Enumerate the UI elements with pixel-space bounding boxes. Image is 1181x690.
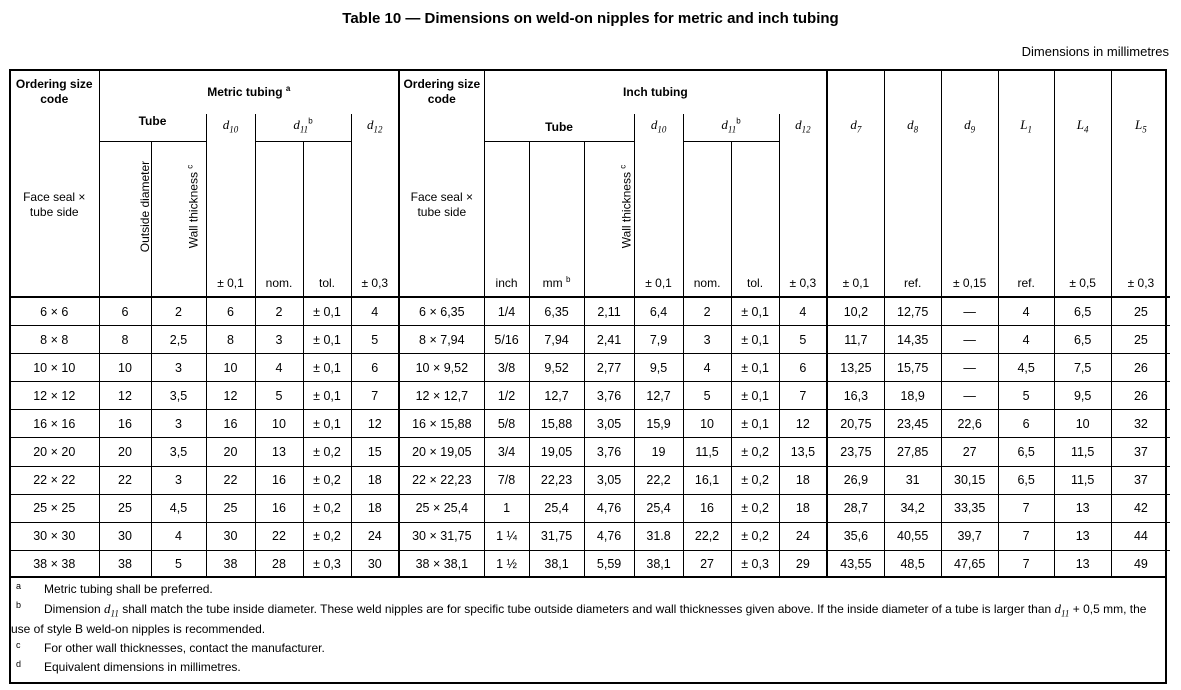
cell-d12-inch: 24	[779, 522, 827, 550]
cell-wall-thickness-metric: 2,5	[151, 326, 206, 354]
cell-d10-metric: 12	[206, 382, 255, 410]
note-a	[11, 582, 1166, 597]
cell-d11-tol-inch: ± 0,1	[731, 326, 779, 354]
header-nom-inch: nom.	[683, 271, 731, 297]
cell-L5: 26	[1111, 382, 1170, 410]
table-row	[10, 438, 1170, 466]
cell-d11-nom-inch: 3	[683, 326, 731, 354]
cell-d9: 47,65	[941, 550, 998, 578]
cell-outside-diameter: 10	[99, 354, 151, 382]
cell-d9: 30,15	[941, 466, 998, 494]
cell-L5: 37	[1111, 438, 1170, 466]
cell-d11-tol-metric: ± 0,2	[303, 466, 351, 494]
cell-d9: —	[941, 297, 998, 326]
cell-d11-nom-inch: 5	[683, 382, 731, 410]
cell-tube-mm: 22,23	[529, 466, 584, 494]
cell-d12-metric: 24	[351, 522, 399, 550]
cell-size-code-inch: 38 × 38,1	[399, 550, 484, 578]
cell-outside-diameter: 12	[99, 382, 151, 410]
cell-wall-thickness-inch: 2,41	[584, 326, 634, 354]
cell-wall-thickness-inch: 3,76	[584, 438, 634, 466]
header-inch-tubing: Inch tubing	[484, 70, 827, 114]
cell-d12-metric: 18	[351, 494, 399, 522]
cell-L5: 44	[1111, 522, 1170, 550]
cell-size-code-metric: 25 × 25	[10, 494, 99, 522]
cell-tube-inch: 1 ½	[484, 550, 529, 578]
header-L1: $L_1$	[998, 114, 1054, 141]
header-L4: $L_4$	[1054, 114, 1111, 141]
cell-d11-tol-inch: ± 0,1	[731, 410, 779, 438]
header-nom-metric: nom.	[255, 271, 303, 297]
cell-wall-thickness-inch: 2,11	[584, 297, 634, 326]
cell-d8: 27,85	[884, 438, 941, 466]
cell-d12-inch: 13,5	[779, 438, 827, 466]
cell-outside-diameter: 22	[99, 466, 151, 494]
note-b: b Dimension $d_{11}$ shall match the tube inside diameter. These weld nipples are for specific tube outside diameters and wall thicknesses given above. If the inside diameter of a tube is larger than $d_{11} + 0,5$ mm, the use of style B weld-on nipples is recommended.	[11, 600, 1147, 636]
cell-d11-nom-metric: 4	[255, 354, 303, 382]
cell-size-code-inch: 6 × 6,35	[399, 297, 484, 326]
cell-d11-nom-metric: 28	[255, 550, 303, 578]
cell-L4: 7,5	[1054, 354, 1111, 382]
cell-d12-metric: 12	[351, 410, 399, 438]
header-d10-inch: $d_{10}$	[634, 114, 683, 141]
cell-tube-mm: 7,94	[529, 326, 584, 354]
table-notes	[11, 576, 1166, 679]
header-d7: $d_7$	[827, 114, 884, 141]
note-d-text: Equivalent dimensions in millimetres.	[44, 659, 241, 674]
cell-d11-nom-inch: 2	[683, 297, 731, 326]
cell-d10-inch: 22,2	[634, 466, 683, 494]
header-wall-thickness-metric-cell	[151, 141, 206, 271]
cell-tube-inch: 5/16	[484, 326, 529, 354]
cell-d9: —	[941, 326, 998, 354]
header-wall-thickness-inch-cell	[584, 141, 634, 271]
note-c-marker: c	[16, 639, 21, 650]
cell-tube-inch: 7/8	[484, 466, 529, 494]
cell-wall-thickness-inch: 3,05	[584, 410, 634, 438]
header-inch-unit: inch	[484, 271, 529, 297]
cell-d12-metric: 18	[351, 466, 399, 494]
note-d-marker: d	[16, 658, 22, 669]
header-d12-metric: $d_{12}$	[351, 114, 399, 141]
cell-L5: 49	[1111, 550, 1170, 578]
header-tol-d7: ± 0,1	[827, 271, 884, 297]
cell-d9: —	[941, 354, 998, 382]
cell-L4: 13	[1054, 550, 1111, 578]
cell-d11-nom-inch: 4	[683, 354, 731, 382]
cell-d10-metric: 16	[206, 410, 255, 438]
header-tol-d12-inch: ± 0,3	[779, 271, 827, 297]
cell-L1: 5	[998, 382, 1054, 410]
table-row	[10, 466, 1170, 494]
cell-tube-inch: 1/4	[484, 297, 529, 326]
cell-d10-inch: 7,9	[634, 326, 683, 354]
cell-tube-inch: 1/2	[484, 382, 529, 410]
cell-d12-inch: 7	[779, 382, 827, 410]
cell-size-code-inch: 22 × 22,23	[399, 466, 484, 494]
units-note: Dimensions in millimetres	[1021, 44, 1169, 59]
cell-d9: —	[941, 382, 998, 410]
cell-d12-inch: 18	[779, 466, 827, 494]
note-a-marker: a	[16, 581, 22, 591]
cell-d8: 23,45	[884, 410, 941, 438]
cell-size-code-metric: 10 × 10	[10, 354, 99, 382]
cell-wall-thickness-metric: 2	[151, 297, 206, 326]
cell-outside-diameter: 8	[99, 326, 151, 354]
cell-outside-diameter: 16	[99, 410, 151, 438]
cell-size-code-metric: 12 × 12	[10, 382, 99, 410]
cell-L5: 26	[1111, 354, 1170, 382]
cell-d12-inch: 18	[779, 494, 827, 522]
cell-d11-tol-inch: ± 0,3	[731, 550, 779, 578]
header-d10-metric: $d_{10}$	[206, 114, 255, 141]
header-ref-L1: ref.	[998, 271, 1054, 297]
cell-size-code-metric: 8 × 8	[10, 326, 99, 354]
cell-d12-inch: 12	[779, 410, 827, 438]
cell-outside-diameter: 38	[99, 550, 151, 578]
header-tube-metric: Tube	[99, 114, 206, 141]
cell-d10-metric: 10	[206, 354, 255, 382]
cell-d12-metric: 6	[351, 354, 399, 382]
cell-d8: 48,5	[884, 550, 941, 578]
table-row	[10, 522, 1170, 550]
cell-d11-tol-metric: ± 0,1	[303, 326, 351, 354]
cell-L4: 11,5	[1054, 466, 1111, 494]
cell-L4: 13	[1054, 522, 1111, 550]
table-row	[10, 354, 1170, 382]
cell-outside-diameter: 6	[99, 297, 151, 326]
cell-tube-inch: 1 ¼	[484, 522, 529, 550]
cell-L4: 9,5	[1054, 382, 1111, 410]
header-tol-metric: tol.	[303, 271, 351, 297]
cell-d11-nom-metric: 5	[255, 382, 303, 410]
cell-d7: 23,75	[827, 438, 884, 466]
cell-d10-metric: 20	[206, 438, 255, 466]
cell-L4: 13	[1054, 494, 1111, 522]
cell-L4: 6,5	[1054, 297, 1111, 326]
cell-wall-thickness-inch: 2,77	[584, 354, 634, 382]
cell-d8: 15,75	[884, 354, 941, 382]
cell-outside-diameter: 20	[99, 438, 151, 466]
header-d11-inch: $d_{11}^b$	[683, 114, 779, 141]
cell-d11-tol-inch: ± 0,2	[731, 466, 779, 494]
cell-d10-inch: 31.8	[634, 522, 683, 550]
cell-d11-tol-inch: ± 0,1	[731, 297, 779, 326]
header-tube-inch: Tube	[484, 114, 634, 141]
cell-size-code-metric: 30 × 30	[10, 522, 99, 550]
cell-d7: 43,55	[827, 550, 884, 578]
note-a-text: Metric tubing shall be preferred.	[44, 582, 213, 596]
cell-d11-nom-metric: 16	[255, 494, 303, 522]
cell-size-code-inch: 30 × 31,75	[399, 522, 484, 550]
table-row	[10, 382, 1170, 410]
cell-size-code-inch: 25 × 25,4	[399, 494, 484, 522]
header-tol-d10-inch: ± 0,1	[634, 271, 683, 297]
cell-d8: 31	[884, 466, 941, 494]
cell-d12-metric: 4	[351, 297, 399, 326]
header-ref-d8: ref.	[884, 271, 941, 297]
cell-tube-mm: 38,1	[529, 550, 584, 578]
cell-wall-thickness-metric: 3	[151, 410, 206, 438]
cell-d9: 33,35	[941, 494, 998, 522]
cell-d7: 28,7	[827, 494, 884, 522]
cell-L5: 42	[1111, 494, 1170, 522]
cell-size-code-inch: 12 × 12,7	[399, 382, 484, 410]
cell-d12-inch: 29	[779, 550, 827, 578]
table-header	[10, 70, 1170, 297]
cell-size-code-inch: 20 × 19,05	[399, 438, 484, 466]
cell-d7: 10,2	[827, 297, 884, 326]
cell-L1: 7	[998, 550, 1054, 578]
cell-d11-tol-metric: ± 0,2	[303, 494, 351, 522]
cell-d9: 22,6	[941, 410, 998, 438]
cell-d10-inch: 15,9	[634, 410, 683, 438]
cell-d7: 13,25	[827, 354, 884, 382]
cell-d11-tol-metric: ± 0,1	[303, 297, 351, 326]
cell-L1: 4	[998, 326, 1054, 354]
cell-size-code-inch: 16 × 15,88	[399, 410, 484, 438]
header-tol-d9: ± 0,15	[941, 271, 998, 297]
cell-d11-tol-metric: ± 0,1	[303, 382, 351, 410]
header-d12-inch: $d_{12}$	[779, 114, 827, 141]
cell-tube-inch: 3/4	[484, 438, 529, 466]
cell-L4: 10	[1054, 410, 1111, 438]
cell-size-code-inch: 8 × 7,94	[399, 326, 484, 354]
cell-d11-nom-inch: 22,2	[683, 522, 731, 550]
cell-tube-mm: 6,35	[529, 297, 584, 326]
header-tol-L5: ± 0,3	[1111, 271, 1170, 297]
header-tol-inch: tol.	[731, 271, 779, 297]
cell-wall-thickness-inch: 3,76	[584, 382, 634, 410]
table-body	[10, 297, 1170, 578]
header-wall-thickness-metric: Wall thickness $^c$	[184, 164, 200, 249]
cell-wall-thickness-inch: 3,05	[584, 466, 634, 494]
cell-size-code-metric: 22 × 22	[10, 466, 99, 494]
cell-L4: 6,5	[1054, 326, 1111, 354]
cell-L1: 6,5	[998, 438, 1054, 466]
cell-d11-nom-inch: 16	[683, 494, 731, 522]
cell-d11-nom-metric: 2	[255, 297, 303, 326]
cell-d8: 18,9	[884, 382, 941, 410]
cell-d11-nom-inch: 27	[683, 550, 731, 578]
cell-d11-nom-metric: 16	[255, 466, 303, 494]
cell-wall-thickness-metric: 3,5	[151, 438, 206, 466]
table-row	[10, 297, 1170, 326]
cell-d8: 12,75	[884, 297, 941, 326]
cell-tube-mm: 12,7	[529, 382, 584, 410]
cell-d9: 27	[941, 438, 998, 466]
cell-outside-diameter: 25	[99, 494, 151, 522]
cell-d11-tol-metric: ± 0,1	[303, 410, 351, 438]
cell-d10-metric: 22	[206, 466, 255, 494]
cell-d11-nom-metric: 22	[255, 522, 303, 550]
cell-tube-mm: 9,52	[529, 354, 584, 382]
cell-d12-inch: 4	[779, 297, 827, 326]
cell-d11-nom-metric: 13	[255, 438, 303, 466]
header-ordering-size-code-inch: Ordering size code	[399, 70, 484, 114]
cell-wall-thickness-metric: 4	[151, 522, 206, 550]
header-tol-d12-metric: ± 0,3	[351, 271, 399, 297]
cell-size-code-metric: 38 × 38	[10, 550, 99, 578]
table-row	[10, 326, 1170, 354]
cell-d12-metric: 15	[351, 438, 399, 466]
cell-tube-mm: 31,75	[529, 522, 584, 550]
cell-d10-metric: 30	[206, 522, 255, 550]
cell-wall-thickness-inch: 5,59	[584, 550, 634, 578]
cell-d7: 11,7	[827, 326, 884, 354]
cell-d9: 39,7	[941, 522, 998, 550]
cell-d11-tol-inch: ± 0,2	[731, 522, 779, 550]
cell-tube-inch: 5/8	[484, 410, 529, 438]
cell-tube-mm: 19,05	[529, 438, 584, 466]
cell-d7: 20,75	[827, 410, 884, 438]
table-row	[10, 410, 1170, 438]
header-tol-d10-metric: ± 0,1	[206, 271, 255, 297]
cell-d7: 16,3	[827, 382, 884, 410]
note-d	[11, 660, 1166, 675]
header-face-seal-tube-side-inch: Face seal × tube side	[399, 114, 484, 297]
cell-L1: 4	[998, 297, 1054, 326]
cell-L5: 32	[1111, 410, 1170, 438]
cell-d11-tol-inch: ± 0,1	[731, 354, 779, 382]
cell-L1: 7	[998, 522, 1054, 550]
header-outside-diameter: Outside diameter	[137, 160, 152, 252]
cell-d10-inch: 9,5	[634, 354, 683, 382]
cell-wall-thickness-inch: 4,76	[584, 522, 634, 550]
cell-d12-metric: 30	[351, 550, 399, 578]
cell-wall-thickness-metric: 3	[151, 354, 206, 382]
cell-d10-metric: 8	[206, 326, 255, 354]
cell-d10-inch: 38,1	[634, 550, 683, 578]
cell-d12-inch: 5	[779, 326, 827, 354]
table-row	[10, 550, 1170, 578]
cell-wall-thickness-inch: 4,76	[584, 494, 634, 522]
cell-d11-nom-metric: 3	[255, 326, 303, 354]
cell-L1: 6	[998, 410, 1054, 438]
cell-tube-inch: 3/8	[484, 354, 529, 382]
cell-d10-inch: 12,7	[634, 382, 683, 410]
header-d11-metric: $d_{11}^b$	[255, 114, 351, 141]
cell-d10-inch: 6,4	[634, 297, 683, 326]
cell-tube-mm: 25,4	[529, 494, 584, 522]
header-wall-thickness-inch: Wall thickness $^c$	[617, 164, 633, 249]
cell-d10-metric: 25	[206, 494, 255, 522]
cell-d11-nom-metric: 10	[255, 410, 303, 438]
cell-L1: 4,5	[998, 354, 1054, 382]
header-metric-tubing: Metric tubing $^a$	[99, 70, 399, 114]
header-ordering-size-code-metric: Ordering size code	[15, 77, 93, 106]
header-outside-diameter-cell	[99, 141, 151, 271]
cell-d7: 26,9	[827, 466, 884, 494]
header-d9: $d_9$	[941, 114, 998, 141]
cell-d11-tol-inch: ± 0,2	[731, 494, 779, 522]
cell-wall-thickness-metric: 4,5	[151, 494, 206, 522]
cell-wall-thickness-metric: 5	[151, 550, 206, 578]
cell-size-code-metric: 16 × 16	[10, 410, 99, 438]
cell-tube-mm: 15,88	[529, 410, 584, 438]
table-title: Table 10 — Dimensions on weld-on nipples for metric and inch tubing	[342, 10, 839, 27]
cell-size-code-metric: 6 × 6	[10, 297, 99, 326]
cell-d11-tol-inch: ± 0,2	[731, 438, 779, 466]
cell-d8: 40,55	[884, 522, 941, 550]
note-c	[11, 641, 1166, 656]
cell-L4: 11,5	[1054, 438, 1111, 466]
dimensions-table	[10, 70, 1170, 578]
cell-size-code-inch: 10 × 9,52	[399, 354, 484, 382]
cell-d11-tol-metric: ± 0,2	[303, 522, 351, 550]
cell-wall-thickness-metric: 3,5	[151, 382, 206, 410]
cell-d11-tol-inch: ± 0,1	[731, 382, 779, 410]
cell-d10-inch: 25,4	[634, 494, 683, 522]
cell-L5: 37	[1111, 466, 1170, 494]
cell-wall-thickness-metric: 3	[151, 466, 206, 494]
cell-d11-nom-inch: 10	[683, 410, 731, 438]
header-L5: $L_5$	[1111, 114, 1170, 141]
header-mm-unit: mm $^b$	[529, 271, 584, 297]
cell-L1: 6,5	[998, 466, 1054, 494]
cell-size-code-metric: 20 × 20	[10, 438, 99, 466]
cell-L1: 7	[998, 494, 1054, 522]
cell-d8: 34,2	[884, 494, 941, 522]
header-tol-L4: ± 0,5	[1054, 271, 1111, 297]
header-face-seal-tube-side-metric: Face seal × tube side	[23, 190, 86, 219]
cell-d11-tol-metric: ± 0,1	[303, 354, 351, 382]
cell-d12-inch: 6	[779, 354, 827, 382]
cell-d8: 14,35	[884, 326, 941, 354]
header-d8: $d_8$	[884, 114, 941, 141]
cell-d10-metric: 6	[206, 297, 255, 326]
cell-tube-inch: 1	[484, 494, 529, 522]
cell-d11-nom-inch: 16,1	[683, 466, 731, 494]
cell-outside-diameter: 30	[99, 522, 151, 550]
cell-d12-metric: 7	[351, 382, 399, 410]
cell-d11-tol-metric: ± 0,2	[303, 438, 351, 466]
cell-d10-metric: 38	[206, 550, 255, 578]
cell-d11-tol-metric: ± 0,3	[303, 550, 351, 578]
cell-d11-nom-inch: 11,5	[683, 438, 731, 466]
note-c-text: For other wall thicknesses, contact the manufacturer.	[44, 640, 325, 655]
cell-L5: 25	[1111, 326, 1170, 354]
cell-d12-metric: 5	[351, 326, 399, 354]
note-b-marker: b	[16, 600, 22, 610]
table-row	[10, 494, 1170, 522]
cell-d7: 35,6	[827, 522, 884, 550]
cell-d10-inch: 19	[634, 438, 683, 466]
cell-L5: 25	[1111, 297, 1170, 326]
